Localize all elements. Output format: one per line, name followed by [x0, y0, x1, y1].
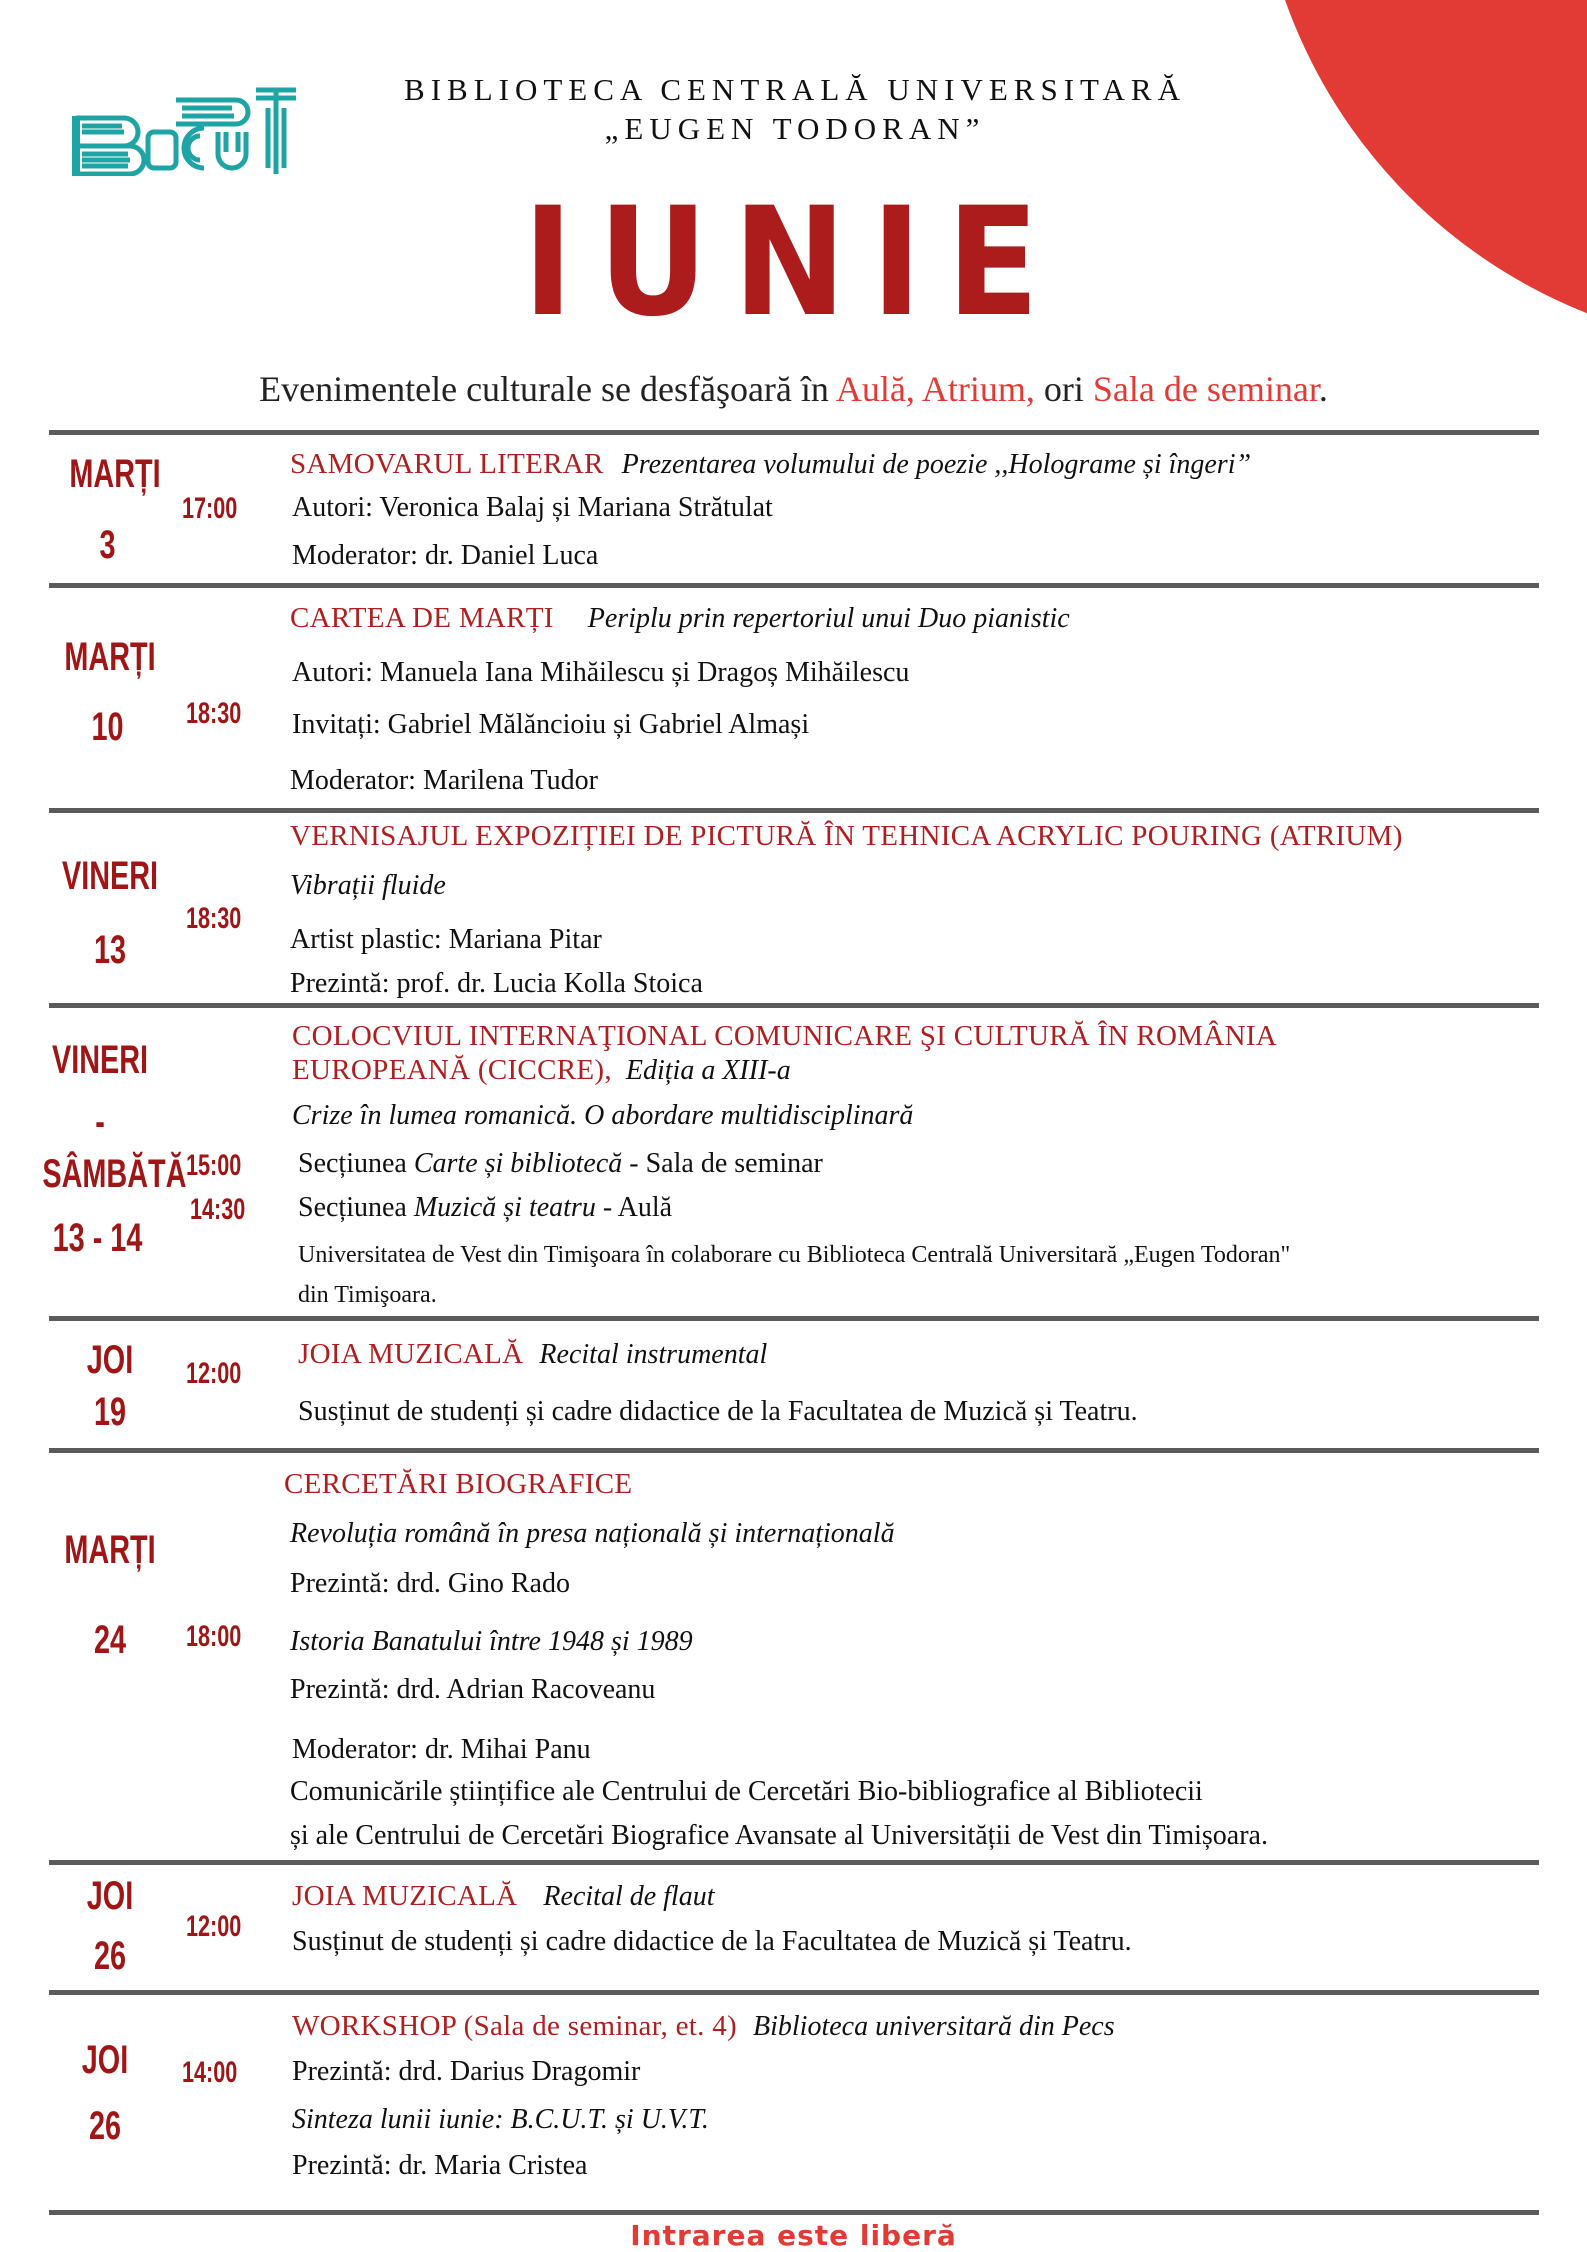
event-day-2: SÂMBĂTĂ — [42, 1152, 187, 1196]
separator — [49, 1316, 1539, 1321]
event-note-2: din Timişoara. — [298, 1282, 437, 1308]
event-note: Universitatea de Vest din Timişoara în colaborare cu Biblioteca Centrală Universitară „Eugen Todoran" — [298, 1242, 1291, 1268]
separator — [49, 430, 1539, 435]
event-title: COLOCVIUL INTERNAŢIONAL COMUNICARE ŞI CULTURĂ ÎN ROMÂNIA — [292, 1020, 1278, 1052]
event-day: MARȚI — [64, 635, 156, 679]
free-entry-note: Intrarea este liberă — [630, 2219, 957, 2252]
event-time: 12:00 — [186, 1357, 242, 1390]
month-title: IUNIE — [522, 176, 1065, 350]
event-day: MARȚI — [64, 1528, 156, 1572]
intro-prefix: Evenimentele culturale se desfăşoară în — [259, 369, 836, 409]
event-title-line2 — [292, 1054, 791, 1087]
intro-place-seminar: Sala de seminar — [1092, 369, 1319, 409]
separator — [49, 1448, 1539, 1453]
event-date: 26 — [88, 2104, 122, 2148]
event-dash: - — [95, 1100, 105, 1144]
event-date: 3 — [99, 523, 116, 567]
event-time-2: 14:30 — [190, 1193, 246, 1226]
event-date: 13 - 14 — [52, 1216, 143, 1260]
event-performers: Susținut de studenți și cadre didactice de la Facultatea de Muzică și Teatru. — [298, 1396, 1138, 1427]
event-section-1: Secțiunea Carte și bibliotecă - Sala de seminar — [298, 1148, 823, 1179]
event-time: 14:00 — [182, 2056, 238, 2089]
library-name-line2: „EUGEN TODORAN” — [604, 111, 986, 146]
event-day: JOI — [86, 1338, 134, 1382]
separator — [49, 2210, 1539, 2215]
event-moderator: Moderator: Marilena Tudor — [290, 765, 598, 796]
separator — [49, 1860, 1539, 1865]
event-presenter: Prezintă: prof. dr. Lucia Kolla Stoica — [290, 968, 703, 999]
intro-place-aula-atrium: Aulă, Atrium, — [835, 369, 1035, 409]
event-subtitle: Recital instrumental — [539, 1339, 768, 1370]
event-day: MARȚI — [69, 452, 161, 496]
event-subtitle: Periplu prin repertoriul unui Duo pianistic — [587, 603, 1070, 634]
event-subtitle: Vibrații fluide — [290, 870, 446, 901]
event-presenter-2: Prezintă: dr. Maria Cristea — [292, 2150, 588, 2181]
event-title-2: EUROPEANĂ (CICCRE), — [292, 1054, 612, 1086]
event-title: JOIA MUZICALĂ — [292, 1880, 518, 1912]
event-note-2: și ale Centrului de Cercetări Biografice Avansate al Universității de Vest din Timișoara. — [290, 1820, 1268, 1851]
event-subtitle-2: Istoria Banatului între 1948 și 1989 — [290, 1626, 693, 1657]
event-note: Comunicările științifice ale Centrului de Cercetări Bio-bibliografice al Bibliotecii — [290, 1776, 1203, 1807]
event-guests: Invitați: Gabriel Mălăncioiu și Gabriel Almași — [292, 709, 810, 740]
event-subtitle-2: Sinteza lunii iunie: B.C.U.T. și U.V.T. — [292, 2104, 709, 2135]
event-time: 18:00 — [186, 1620, 242, 1653]
event-title-line — [298, 1338, 767, 1371]
event-date: 10 — [91, 705, 124, 749]
event-title-line — [290, 602, 1070, 635]
event-subtitle: Revoluția română în presa națională și internațională — [290, 1518, 895, 1549]
intro-text — [0, 368, 1587, 410]
event-title-line — [290, 448, 1251, 481]
event-moderator: Moderator: dr. Mihai Panu — [292, 1734, 591, 1765]
separator — [49, 1990, 1539, 1995]
event-moderator: Moderator: dr. Daniel Luca — [292, 540, 599, 571]
event-subtitle: Prezentarea volumului de poezie ,,Holograme și îngeri” — [621, 449, 1252, 480]
event-authors: Autori: Manuela Iana Mihăilescu și Dragoș Mihăilescu — [292, 657, 910, 688]
event-title: CERCETĂRI BIOGRAFICE — [284, 1468, 633, 1500]
event-time: 18:30 — [186, 697, 242, 730]
event-title: VERNISAJUL EXPOZIȚIEI DE PICTURĂ ÎN TEHNICA ACRYLIC POURING (ATRIUM) — [290, 820, 1403, 852]
event-date: 13 — [93, 928, 127, 972]
event-date: 26 — [93, 1934, 127, 1978]
event-subtitle: Crize în lumea romanică. O abordare multidisciplinară — [292, 1100, 914, 1131]
event-presenter: Prezintă: drd. Darius Dragomir — [292, 2056, 641, 2087]
event-day: JOI — [81, 2038, 129, 2082]
event-subtitle: Biblioteca universitară din Pecs — [753, 2011, 1115, 2042]
separator — [49, 583, 1539, 588]
event-title: CARTEA DE MARȚI — [290, 602, 554, 634]
library-name-line1: BIBLIOTECA CENTRALĂ UNIVERSITARĂ — [404, 72, 1186, 107]
event-title-line — [292, 1880, 714, 1913]
event-artist: Artist plastic: Mariana Pitar — [290, 924, 602, 955]
event-date: 19 — [93, 1390, 127, 1434]
event-title: JOIA MUZICALĂ — [298, 1338, 524, 1370]
event-edition: Ediția a XIII-a — [625, 1055, 791, 1086]
event-title-line — [292, 2010, 1115, 2043]
separator — [49, 1003, 1539, 1008]
event-time: 12:00 — [186, 1910, 242, 1943]
event-performers: Susținut de studenți și cadre didactice de la Facultatea de Muzică și Teatru. — [292, 1926, 1132, 1957]
event-day: VINERI — [51, 1038, 149, 1082]
event-time: 18:30 — [186, 902, 242, 935]
event-date: 24 — [93, 1618, 127, 1662]
separator — [49, 808, 1539, 813]
intro-mid: ori — [1034, 369, 1093, 409]
event-subtitle: Recital de flaut — [543, 1881, 715, 1912]
intro-end: . — [1318, 369, 1328, 409]
event-day: JOI — [86, 1874, 134, 1918]
event-authors: Autori: Veronica Balaj și Mariana Strătulat — [292, 492, 773, 523]
event-title: SAMOVARUL LITERAR — [290, 448, 604, 480]
event-section-2: Secțiunea Muzică și teatru - Aulă — [298, 1192, 673, 1223]
event-time: 15:00 — [186, 1149, 242, 1182]
event-title: WORKSHOP (Sala de seminar, et. 4) — [292, 2010, 737, 2042]
event-time: 17:00 — [182, 492, 238, 525]
event-day: VINERI — [61, 854, 159, 898]
event-presenter-2: Prezintă: drd. Adrian Racoveanu — [290, 1674, 656, 1705]
event-presenter: Prezintă: drd. Gino Rado — [290, 1568, 570, 1599]
